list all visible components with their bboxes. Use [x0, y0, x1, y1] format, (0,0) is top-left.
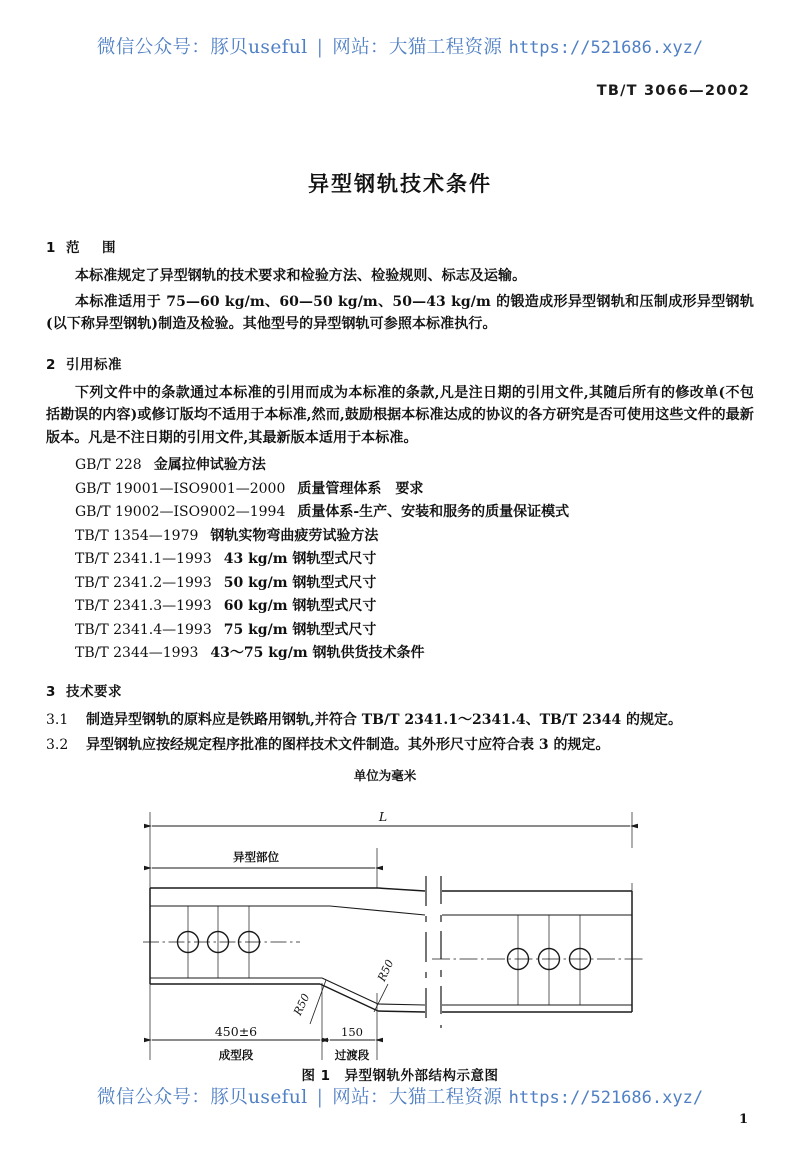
clause-number: 3.1: [46, 711, 69, 728]
referenced-standards-list: [46, 454, 754, 666]
reference-title: 金属拉伸试验方法: [153, 457, 266, 473]
reference-code: TB/T 2341.1—1993: [75, 551, 212, 567]
figure-caption: [0, 1064, 800, 1084]
section-2-heading: 引用标准: [66, 356, 122, 373]
clause-number: 3.2: [46, 736, 69, 753]
reference-title: 43～75 kg/m 钢轨供货技术条件: [210, 645, 425, 661]
section-3-number: 3: [46, 683, 56, 700]
document-content: [46, 236, 754, 759]
watermark-url-bottom: https://521686.xyz/: [508, 1088, 704, 1108]
section-1-paragraph-2: 本标准适用于 75—60 kg/m、60—50 kg/m、50—43 kg/m 的锻造成形异型钢轨和压制成形异型钢轨(以下称异型钢轨)制造及检验。其他型号的异型钢轨可参照本标准执行。: [46, 293, 754, 332]
section-heading-1: [46, 236, 754, 256]
figure-1-block: [0, 766, 800, 1096]
reference-title: 钢轨实物弯曲疲劳试验方法: [210, 527, 379, 544]
section-2-paragraph-1: 下列文件中的条款通过本标准的引用而成为本标准的条款,凡是注日期的引用文件,其随后所有的修改单(不包括勘误的内容)或修订版均不适用于本标准,然而,鼓励根据本标准达成的协议的各方研究是否可使用这些文件的最新版本。凡是不注日期的引用文件,其最新版本适用于本标准。: [46, 384, 754, 446]
section-1-number: 1: [46, 240, 56, 256]
clause-3-1: [46, 709, 754, 732]
label-transition-segment: 过渡段: [334, 1048, 370, 1062]
reference-code: TB/T 1354—1979: [75, 527, 199, 544]
watermark-wechat-label: 微信公众号：豚贝useful: [96, 37, 308, 58]
reference-item: [46, 572, 754, 596]
reference-title: 50 kg/m 钢轨型式尺寸: [223, 574, 377, 591]
reference-code: TB/T 2341.4—1993: [75, 621, 212, 638]
watermark-separator-bottom: |: [316, 1087, 324, 1108]
watermark-separator: |: [316, 37, 324, 58]
section-heading-2: [46, 353, 754, 373]
reference-item: [46, 595, 754, 619]
clause-3-2: [46, 734, 754, 757]
figure-caption-text: 异型钢轨外部结构示意图: [344, 1068, 499, 1084]
reference-item: [46, 501, 754, 525]
reference-code: GB/T 19001—ISO9001—2000: [75, 480, 286, 497]
radius-callout-lower: R50: [291, 991, 313, 1018]
reference-item: [46, 642, 754, 666]
section-1-paragraph-1: 本标准规定了异型钢轨的技术要求和检验方法、检验规则、标志及运输。: [75, 268, 527, 284]
reference-title: 75 kg/m 钢轨型式尺寸: [223, 621, 377, 638]
watermark-url: https://521686.xyz/: [508, 38, 704, 58]
reference-code: TB/T 2344—1993: [75, 645, 199, 661]
radius-callout-upper: R50: [375, 957, 397, 984]
standard-number: TB/T 3066—2002: [596, 83, 750, 99]
section-2-number: 2: [46, 356, 56, 373]
reference-item: [46, 478, 754, 502]
watermark-top: [0, 33, 800, 59]
page-number: 1: [738, 1112, 748, 1127]
figure-unit-note: 单位为毫米: [353, 768, 417, 783]
reference-title: 质量体系-生产、安装和服务的质量保证模式: [297, 504, 570, 520]
label-forming-segment: 成型段: [218, 1048, 254, 1062]
figure-caption-label: 图 1: [301, 1068, 331, 1084]
section-1-heading-2: 围: [102, 240, 116, 256]
clause-list: [46, 709, 754, 757]
section-heading-3: [46, 680, 754, 700]
rail-structure-drawing: [0, 788, 800, 1063]
reference-code: TB/T 2341.2—1993: [75, 574, 212, 591]
reference-code: TB/T 2341.3—1993: [75, 598, 212, 614]
watermark-wechat-label-bottom: 微信公众号：豚贝useful: [96, 1087, 308, 1108]
reference-code: GB/T 19002—ISO9002—1994: [75, 504, 286, 520]
dimension-transition-length: 150: [341, 1025, 363, 1039]
watermark-site-label-bottom: 网站：大猫工程资源: [332, 1087, 503, 1108]
page-title: 异型钢轨技术条件: [308, 172, 492, 196]
reference-item: [46, 454, 754, 478]
section-1-heading: 范: [66, 240, 80, 256]
reference-title: 43 kg/m 钢轨型式尺寸: [223, 551, 377, 567]
section-3-heading: 技术要求: [66, 683, 122, 700]
reference-item: [46, 548, 754, 572]
reference-item: [46, 619, 754, 643]
reference-title: 60 kg/m 钢轨型式尺寸: [223, 598, 377, 614]
watermark-bottom: [0, 1083, 800, 1109]
clause-text: 制造异型钢轨的原料应是铁路用钢轨,并符合 TB/T 2341.1～2341.4、TB/T 2344 的规定。: [86, 711, 683, 728]
dimension-deformed-zone-label: 异型部位: [233, 850, 279, 864]
dimension-forming-length: 450±6: [214, 1024, 258, 1039]
dimension-overall-length: L: [378, 809, 388, 824]
reference-title: 质量管理体系 要求: [297, 480, 424, 497]
reference-item: [46, 525, 754, 549]
reference-code: GB/T 228: [75, 457, 142, 473]
watermark-site-label: 网站：大猫工程资源: [332, 37, 503, 58]
clause-text: 异型钢轨应按经规定程序批准的图样技术文件制造。其外形尺寸应符合表 3 的规定。: [86, 736, 610, 753]
